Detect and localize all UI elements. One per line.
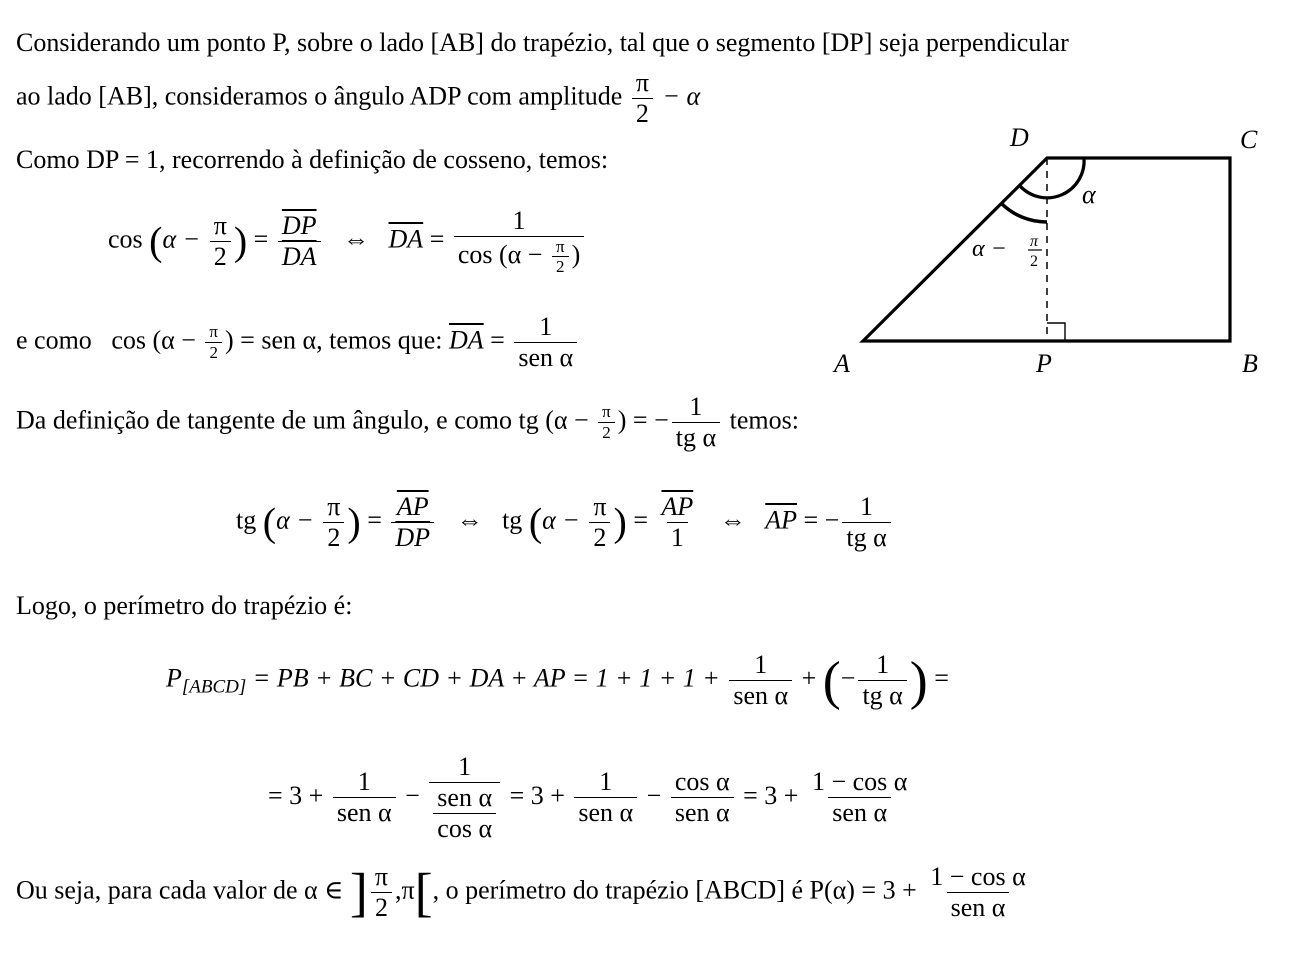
label-A: A [834, 349, 850, 378]
equation-cosine: cos (α − $\frac{\pi}{2}$ ) = $\frac{\overline{DP}}{DA}$ ⇔ $\overline{DA}$ = 1 cos (α − $\frac{\pi}{2}$ ) [108, 206, 587, 277]
perimeter-intro: Logo, o perímetro do trapézio é: [16, 591, 353, 620]
trapezoid-figure [830, 118, 1290, 388]
perimeter-equation: $P_{[ABCD]}$ = PB + BC + CD + DA + AP = 1 + 1 + 1 + $\frac{1}{\text{sen α}}$ + (− $\frac{1}{\text{tg α}}$ ) = [166, 650, 949, 711]
arc-alpha [1020, 158, 1084, 198]
intro-text: ao lado [AB], consideramos o ângulo ADP com amplitude [16, 81, 623, 111]
label-pi: π [1030, 233, 1039, 250]
label-two: 2 [1030, 253, 1038, 270]
label-alpha-minus: α − [972, 236, 1007, 262]
label-P: P [1036, 349, 1052, 378]
right-angle-mark [1047, 323, 1065, 341]
equation-tangent: tg (α − $\frac{\pi}{2}$ ) = $\frac{\overline{AP}}{DP}$ ⇔ tg (α − $\frac{\pi}{2}$ ) = $\frac{\overline{AP}}{1}$ ⇔ $\overline{AP}$ = − $\frac{1}{\text{tg α}}$ [236, 492, 894, 553]
label-C: C [1240, 125, 1258, 154]
tangent-intro: Da definição de tangente de um ângulo, e como tg (α − $\frac{\pi}{2}$ ) = − $\frac{1}{\text{tg α}}$ temos: [16, 392, 799, 452]
arc-alpha-minus-half-pi [1002, 204, 1047, 222]
fraction-pi-over-2: $\frac{\pi}{2}$ [632, 68, 653, 129]
cosine-intro: Como DP = 1, recorrendo à definição de cosseno, temos: [16, 145, 609, 174]
cos-identity-line: e como cos (α − $\frac{\pi}{2}$ ) = sen α, temos que: $\overline{DA}$ = $\frac{1}{\text{sen α}}$ [16, 312, 580, 373]
intro-line-1: Considerando um ponto P, sobre o lado [AB] do trapézio, tal que o segmento [DP] seja perpendicular [16, 28, 1069, 57]
label-D: D [1010, 123, 1029, 152]
perimeter-simplification: = 3 + $\frac{1}{\text{sen α}}$ − $\frac{1}{\frac{\text{sen α}}{\text{cos α}}}$ = 3 + $\frac{1}{\text{sen α}}$ − $\frac{\text{cos α}}{\text{sen α}}$ = 3 + $\frac{\text{1 − cos α}}{\text{sen α}}$ [268, 752, 908, 843]
label-alpha: α [1082, 180, 1096, 209]
label-B: B [1242, 349, 1258, 378]
conclusion: Ou seja, para cada valor de α ∈ ] $\frac{\pi}{2}$ ,π[, o perímetro do trapézio [ABCD] é P(α) = 3 + $\frac{\text{1 − cos α}}{\text{sen α}}$ [16, 862, 1026, 923]
amp-tail: − α [662, 81, 701, 111]
intro-line-2 [16, 68, 700, 129]
